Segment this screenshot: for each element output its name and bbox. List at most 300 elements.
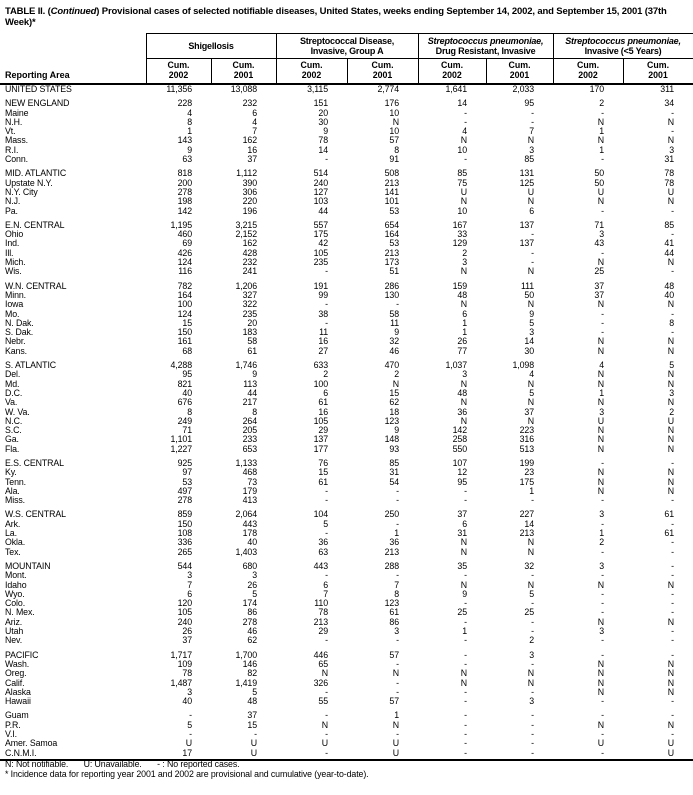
value-cell: 1,700 — [235, 650, 258, 660]
value-cell: N — [392, 379, 400, 389]
value-cell: - — [464, 636, 468, 646]
value-cell: 8 — [187, 407, 192, 417]
reporting-area-cell: W.N. CENTRAL — [5, 281, 67, 291]
value-cell: 44 — [318, 206, 329, 216]
value-cell: 23 — [524, 468, 535, 478]
table-row — [0, 435, 693, 444]
group-label-line1: Streptococcus pneumoniae, — [565, 36, 681, 46]
value-cell: 1,227 — [170, 444, 192, 454]
group-label-line1: Streptococcal Disease, — [299, 36, 395, 46]
reporting-area-cell: Ohio — [5, 230, 24, 240]
value-cell: 50 — [524, 290, 535, 300]
reporting-area-cell: Del. — [5, 370, 21, 380]
value-cell: 77 — [457, 346, 468, 356]
value-cell: 264 — [242, 416, 258, 426]
value-cell: 3,115 — [307, 84, 329, 94]
reporting-area-cell: Ill. — [5, 248, 14, 258]
value-cell: - — [671, 206, 675, 216]
value-cell: 3 — [187, 687, 192, 697]
value-cell: 58 — [247, 337, 258, 347]
value-cell: - — [671, 697, 675, 707]
value-cell: 175 — [519, 477, 535, 487]
value-cell: 51 — [389, 267, 400, 277]
value-cell: N — [667, 486, 675, 496]
value-cell: N — [460, 197, 468, 207]
value-cell: - — [601, 697, 605, 707]
value-cell: 327 — [242, 290, 258, 300]
value-cell: N — [667, 346, 675, 356]
value-cell: - — [671, 650, 675, 660]
value-cell: 258 — [452, 435, 468, 445]
value-cell: N — [597, 486, 605, 496]
value-cell: 65 — [318, 659, 329, 669]
table-row — [0, 730, 693, 739]
value-cell: 3 — [599, 510, 605, 520]
value-cell: 31 — [664, 155, 675, 165]
value-cell: 142 — [177, 206, 192, 216]
value-cell: - — [671, 108, 675, 118]
footnotes — [5, 760, 689, 779]
value-cell: 16 — [318, 337, 329, 347]
value-cell: - — [601, 547, 605, 557]
reporting-area-cell: R.I. — [5, 145, 19, 155]
value-cell: 6 — [529, 206, 535, 216]
value-cell: 1,112 — [236, 169, 258, 179]
value-cell: 178 — [242, 529, 258, 539]
value-cell: 1,641 — [445, 84, 468, 94]
value-cell: - — [601, 571, 605, 581]
value-cell: 5 — [323, 519, 329, 529]
value-cell: 6 — [462, 519, 468, 529]
footnote-unavailable: U: Unavailable. — [83, 759, 142, 769]
value-cell: N — [667, 687, 675, 697]
value-cell: 14 — [524, 337, 535, 347]
value-cell: - — [464, 496, 468, 506]
value-cell: - — [601, 711, 605, 721]
value-cell: 97 — [182, 468, 192, 478]
value-cell: - — [325, 496, 329, 506]
value-cell: 2 — [529, 636, 535, 646]
table-row — [0, 739, 693, 748]
value-cell: N — [460, 538, 468, 548]
value-cell: 213 — [384, 248, 400, 258]
reporting-area-cell: D.C. — [5, 388, 23, 398]
value-cell: 32 — [389, 337, 400, 347]
notifiable-diseases-table — [0, 33, 693, 761]
title-continued: Continued — [50, 6, 97, 17]
reporting-area-cell: UNITED STATES — [5, 84, 72, 94]
value-cell: 78 — [664, 178, 675, 188]
value-cell: 428 — [242, 248, 258, 258]
reporting-area-cell: Hawaii — [5, 697, 31, 707]
value-cell: N — [597, 678, 605, 688]
value-cell: 514 — [313, 169, 329, 179]
value-cell: 78 — [318, 608, 329, 618]
value-cell: 191 — [313, 281, 329, 291]
cum-header: Cum. 2002 — [276, 59, 347, 85]
value-cell: 50 — [594, 169, 605, 179]
value-cell: 278 — [242, 617, 258, 627]
reporting-area-cell: N. Dak. — [5, 318, 34, 328]
value-cell: 48 — [457, 388, 468, 398]
reporting-area-cell: V.I. — [5, 730, 17, 739]
value-cell: 3 — [599, 561, 605, 571]
value-cell: 821 — [177, 379, 192, 389]
value-cell: 99 — [318, 290, 329, 300]
value-cell: 15 — [318, 468, 329, 478]
reporting-area-cell: S. Dak. — [5, 328, 34, 338]
value-cell: 86 — [247, 608, 258, 618]
value-cell: - — [671, 267, 675, 277]
value-cell: - — [531, 599, 535, 609]
value-cell: - — [464, 659, 468, 669]
value-cell: 85 — [389, 458, 400, 468]
value-cell: - — [396, 636, 400, 646]
reporting-area-cell: Kans. — [5, 346, 27, 356]
value-cell: N — [667, 136, 675, 146]
value-cell: N — [460, 398, 468, 408]
value-cell: 232 — [242, 99, 258, 109]
value-cell: N — [597, 426, 605, 436]
value-cell: 4 — [529, 370, 535, 380]
value-cell: 105 — [177, 608, 192, 618]
value-cell: 76 — [318, 458, 329, 468]
value-cell: - — [464, 155, 468, 165]
reporting-area-cell: Okla. — [5, 538, 26, 548]
value-cell: 95 — [524, 99, 535, 109]
reporting-area-cell: Mont. — [5, 571, 27, 581]
value-cell: 199 — [519, 458, 535, 468]
value-cell: 925 — [177, 458, 192, 468]
value-cell: - — [325, 711, 329, 721]
value-cell: - — [276, 749, 347, 760]
table-row — [0, 169, 693, 178]
reporting-area-cell: Calif. — [5, 678, 25, 688]
reporting-area-cell: Mass. — [5, 136, 28, 146]
value-cell: - — [671, 599, 675, 609]
value-cell: 14 — [318, 145, 329, 155]
value-cell: N — [597, 197, 605, 207]
reporting-area-cell: Wash. — [5, 659, 30, 669]
value-cell: 78 — [664, 169, 675, 179]
footnote-incidence: * Incidence data for reporting year 2001 and 2002 are provisional and cumulative (year-to-date). — [5, 768, 369, 779]
reporting-area-cell: MOUNTAIN — [5, 561, 51, 571]
value-cell: 11 — [319, 328, 329, 338]
value-cell: 36 — [457, 407, 468, 417]
value-cell: 50 — [594, 178, 605, 188]
value-cell: - — [396, 659, 400, 669]
value-cell: 3 — [599, 627, 605, 637]
table-row — [0, 207, 693, 216]
reporting-area-cell: S.C. — [5, 426, 22, 436]
value-cell: N — [667, 435, 675, 445]
value-cell: 143 — [177, 136, 192, 146]
value-cell: 5 — [529, 589, 535, 599]
column-group-strep-pneumo-under5 — [553, 34, 693, 59]
value-cell: 25 — [524, 608, 535, 618]
value-cell: N — [460, 580, 468, 590]
value-cell: - — [464, 697, 468, 707]
value-cell: 1 — [462, 318, 468, 328]
table-row — [0, 267, 693, 276]
value-cell: 1 — [599, 529, 605, 539]
group-label-line1: Shigellosis — [188, 41, 234, 51]
value-cell: - — [553, 749, 623, 760]
table-row — [0, 84, 693, 94]
table-row — [0, 688, 693, 697]
value-cell: 213 — [384, 547, 400, 557]
value-cell: N — [460, 300, 468, 310]
reporting-area-cell: Pa. — [5, 206, 18, 216]
value-cell: N — [597, 435, 605, 445]
value-cell: 213 — [313, 617, 329, 627]
value-cell: 443 — [313, 561, 329, 571]
value-cell: 44 — [247, 388, 258, 398]
value-cell: 9 — [394, 426, 400, 436]
value-cell: 6 — [252, 108, 258, 118]
value-cell: - — [325, 571, 329, 581]
value-cell: - — [671, 458, 675, 468]
value-cell: 3 — [252, 571, 258, 581]
value-cell: - — [531, 117, 535, 127]
value-cell: 48 — [664, 281, 675, 291]
value-cell: 61 — [318, 398, 329, 408]
value-cell: 1,195 — [170, 220, 192, 230]
value-cell: 3 — [599, 407, 605, 417]
table-row — [0, 155, 693, 164]
value-cell: 8 — [187, 117, 192, 127]
value-cell: - — [325, 300, 329, 310]
value-cell: 859 — [177, 510, 192, 520]
value-cell: 235 — [242, 309, 258, 319]
value-cell: 26 — [247, 580, 258, 590]
table-row — [0, 239, 693, 248]
value-cell: U — [667, 416, 675, 426]
value-cell: 14 — [524, 519, 535, 529]
value-cell: - — [601, 108, 605, 118]
table-row — [0, 127, 693, 136]
value-cell: 1 — [599, 388, 605, 398]
value-cell: U — [597, 416, 605, 426]
table-row — [0, 370, 693, 379]
value-cell: 2 — [599, 99, 605, 109]
table-row — [0, 636, 693, 645]
value-cell: N — [667, 370, 675, 380]
value-cell: 633 — [313, 361, 329, 371]
value-cell: 6 — [187, 589, 192, 599]
value-cell: - — [396, 571, 400, 581]
value-cell: 25 — [457, 608, 468, 618]
value-cell: 10 — [389, 108, 400, 118]
value-cell: 127 — [313, 187, 329, 197]
value-cell: 3 — [529, 650, 535, 660]
value-cell: U — [347, 749, 418, 760]
value-cell: 162 — [242, 239, 258, 249]
value-cell: - — [396, 300, 400, 310]
reporting-area-cell: Ariz. — [5, 617, 23, 627]
value-cell: - — [486, 749, 553, 760]
table-row — [0, 99, 693, 108]
value-cell: N — [460, 669, 468, 679]
value-cell: - — [671, 538, 675, 548]
table-row — [0, 445, 693, 454]
reporting-area-cell: N.Y. City — [5, 187, 38, 197]
value-cell: 6 — [462, 309, 468, 319]
value-cell: 75 — [457, 178, 468, 188]
value-cell: - — [464, 711, 468, 721]
value-cell: 167 — [452, 220, 468, 230]
value-cell: N — [527, 580, 535, 590]
value-cell: 544 — [177, 561, 192, 571]
value-cell: 676 — [177, 398, 192, 408]
value-cell: 468 — [242, 468, 258, 478]
value-cell: N — [392, 117, 400, 127]
value-cell: N — [527, 547, 535, 557]
value-cell: - — [671, 519, 675, 529]
value-cell: 55 — [318, 697, 329, 707]
value-cell: 7 — [252, 127, 258, 137]
value-cell: 120 — [177, 599, 192, 609]
value-cell: - — [671, 547, 675, 557]
value-cell: - — [396, 687, 400, 697]
value-cell: - — [531, 730, 535, 739]
value-cell: - — [396, 730, 400, 739]
value-cell: N — [460, 267, 468, 277]
value-cell: - — [671, 627, 675, 637]
value-cell: N — [597, 398, 605, 408]
value-cell: 61 — [389, 608, 400, 618]
value-cell: 57 — [389, 136, 400, 146]
value-cell: 550 — [452, 444, 468, 454]
value-cell: N — [321, 720, 329, 730]
reporting-area-cell: N.H. — [5, 117, 23, 127]
reporting-area-cell: Conn. — [5, 155, 28, 165]
value-cell: 196 — [242, 206, 258, 216]
value-cell: 78 — [182, 669, 192, 679]
value-cell: 57 — [389, 650, 400, 660]
value-cell: 32 — [524, 561, 535, 571]
value-cell: - — [464, 486, 468, 496]
value-cell: 177 — [313, 444, 329, 454]
value-cell: N — [667, 678, 675, 688]
value-cell: 390 — [242, 178, 258, 188]
table-row — [0, 310, 693, 319]
value-cell: 41 — [664, 239, 675, 249]
value-cell: 235 — [313, 258, 329, 268]
value-cell: N — [527, 136, 535, 146]
reporting-area-cell: PACIFIC — [5, 650, 39, 660]
value-cell: 306 — [242, 187, 258, 197]
value-cell: 61 — [247, 346, 258, 356]
reporting-area-cell: Ark. — [5, 519, 21, 529]
value-cell: 8 — [394, 589, 400, 599]
table-row — [0, 510, 693, 519]
table-row — [0, 417, 693, 426]
value-cell: 3 — [669, 388, 675, 398]
table-row — [0, 520, 693, 529]
value-cell: 7 — [529, 127, 535, 137]
table-row — [0, 258, 693, 267]
value-cell: 20 — [247, 318, 258, 328]
value-cell: 26 — [457, 337, 468, 347]
value-cell: - — [601, 519, 605, 529]
value-cell: 37 — [247, 155, 258, 165]
value-cell: 38 — [318, 309, 329, 319]
value-cell: 240 — [313, 178, 329, 188]
value-cell: 7 — [187, 580, 192, 590]
value-cell: N — [392, 720, 400, 730]
value-cell: 62 — [389, 398, 400, 408]
value-cell: 30 — [524, 346, 535, 356]
value-cell: U — [185, 739, 192, 749]
value-cell: 336 — [177, 538, 192, 548]
value-cell: 174 — [242, 599, 258, 609]
cum-header: Cum. 2001 — [623, 59, 693, 85]
table-row — [0, 188, 693, 197]
value-cell: 91 — [389, 155, 400, 165]
table-row — [0, 380, 693, 389]
value-cell: - — [464, 687, 468, 697]
value-cell: N — [527, 416, 535, 426]
value-cell: N — [597, 468, 605, 478]
table-row — [0, 721, 693, 730]
value-cell: N — [597, 687, 605, 697]
value-cell: - — [325, 318, 329, 328]
table-row — [0, 361, 693, 370]
value-cell: 71 — [594, 220, 605, 230]
value-cell: 680 — [242, 561, 258, 571]
value-cell: 40 — [182, 697, 192, 707]
value-cell: N — [460, 416, 468, 426]
value-cell: N — [597, 300, 605, 310]
value-cell: N — [667, 617, 675, 627]
value-cell: - — [396, 678, 400, 688]
table-row — [0, 562, 693, 571]
value-cell: 198 — [177, 197, 192, 207]
value-cell: 124 — [177, 309, 192, 319]
value-cell: 85 — [457, 169, 468, 179]
value-cell: 110 — [314, 599, 329, 609]
value-cell: 5 — [252, 589, 258, 599]
table-row — [0, 711, 693, 720]
reporting-area-cell: Ala. — [5, 486, 20, 496]
value-cell: - — [671, 636, 675, 646]
value-cell: - — [464, 617, 468, 627]
reporting-area-cell: Guam — [5, 711, 29, 721]
table-row — [0, 300, 693, 309]
value-cell: 497 — [177, 486, 192, 496]
value-cell: 9 — [394, 328, 400, 338]
value-cell: 63 — [182, 155, 192, 165]
table-row — [0, 487, 693, 496]
value-cell: 29 — [318, 426, 329, 436]
value-cell: 5 — [187, 720, 192, 730]
value-cell: 6 — [323, 388, 329, 398]
value-cell: - — [671, 496, 675, 506]
value-cell: N — [597, 720, 605, 730]
value-cell: 130 — [384, 290, 400, 300]
value-cell: N — [527, 379, 535, 389]
value-cell: 2,064 — [235, 510, 258, 520]
value-cell: N — [321, 669, 329, 679]
value-cell: 123 — [384, 416, 400, 426]
value-cell: 129 — [452, 239, 468, 249]
value-cell: - — [671, 328, 675, 338]
table-row — [0, 230, 693, 239]
value-cell: N — [667, 197, 675, 207]
table-row — [0, 581, 693, 590]
value-cell: N — [667, 659, 675, 669]
